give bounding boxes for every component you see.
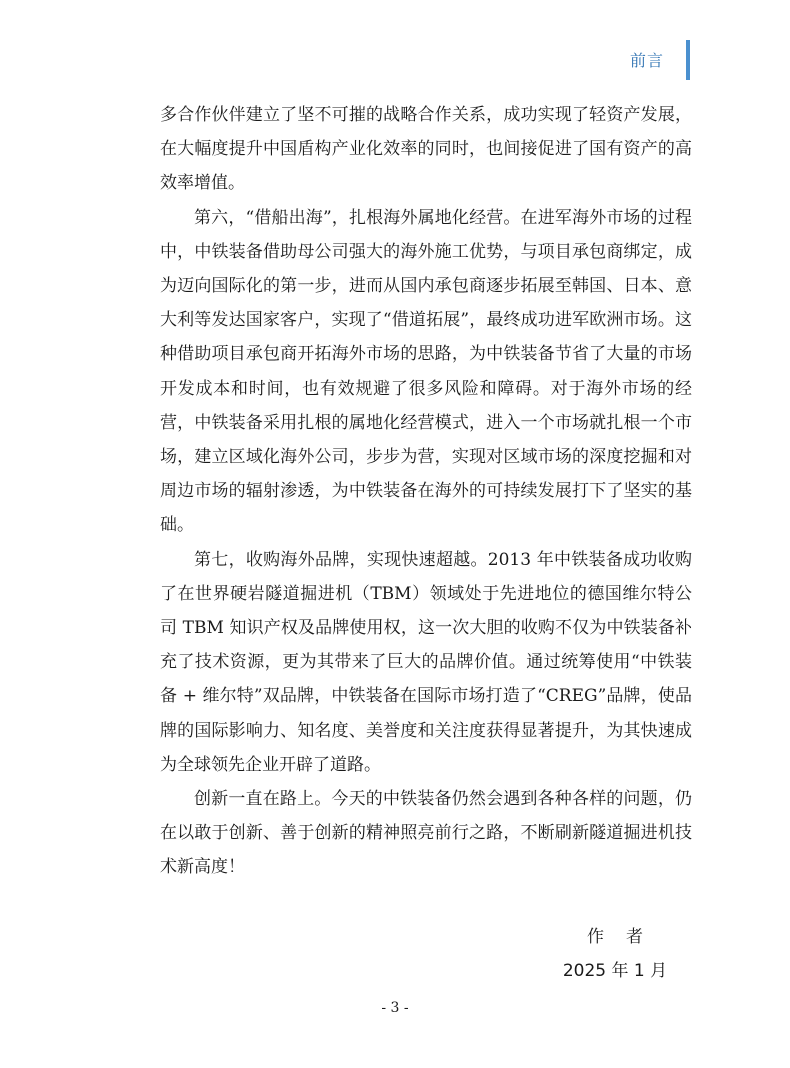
paragraph-continuation: 多合作伙伴建立了坚不可摧的战略合作关系，成功实现了轻资产发展，在大幅度提升中国盾构产业化效率的同时，也间接促进了国有资产的高效率增值。 [160, 105, 692, 194]
section-header-label: 前言 [629, 51, 664, 70]
paragraph-conclusion: 创新一直在路上。今天的中铁装备仍然会遇到各种各样的问题，仍在以敢于创新、善于创新的精神照亮前行之路，不断刷新隧道掘进机技术新高度！ [160, 789, 692, 878]
section-header-bar [686, 40, 690, 80]
page-number: - 3 - [381, 1000, 409, 1016]
body-text [160, 98, 692, 885]
signature-date: 2025 年 1 月 [562, 961, 668, 981]
paragraph-seventh-point: 第七，收购海外品牌，实现快速超越。2013 年中铁装备成功收购了在世界硬岩隧道掘进机（TBM）领域处于先进地位的德国维尔特公司 TBM 知识产权及品牌使用权，这一次大胆的收购不仅为中铁装备补充了技术资源，更为其带来了巨大的品牌价值。通过统筹使用“中铁装备 + 维尔特”双品牌，中铁装备在国际市场打造了“CREG”品牌，使品牌的国际影响力、知名度、美誉度和关注度获得显著提升，为其快速成为全球领先企业开辟了道路。 [160, 549, 692, 775]
author-signature: 作者 [587, 927, 665, 947]
paragraph-sixth-point: 第六，“借船出海”，扎根海外属地化经营。在进军海外市场的过程中，中铁装备借助母公司强大的海外施工优势，与项目承包商绑定，成为迈向国际化的第一步，进而从国内承包商逐步拓展至韩国、日本、意大利等发达国家客户，实现了“借道拓展”，最终成功进军欧洲市场。这种借助项目承包商开拓海外市场的思路，为中铁装备节省了大量的市场开发成本和时间，也有效规避了很多风险和障碍。对于海外市场的经营，中铁装备采用扎根的属地化经营模式，进入一个市场就扎根一个市场，建立区域化海外公司，步步为营，实现对区域市场的深度挖掘和对周边市场的辐射渗透，为中铁装备在海外的可持续发展打下了坚实的基础。 [160, 207, 692, 536]
